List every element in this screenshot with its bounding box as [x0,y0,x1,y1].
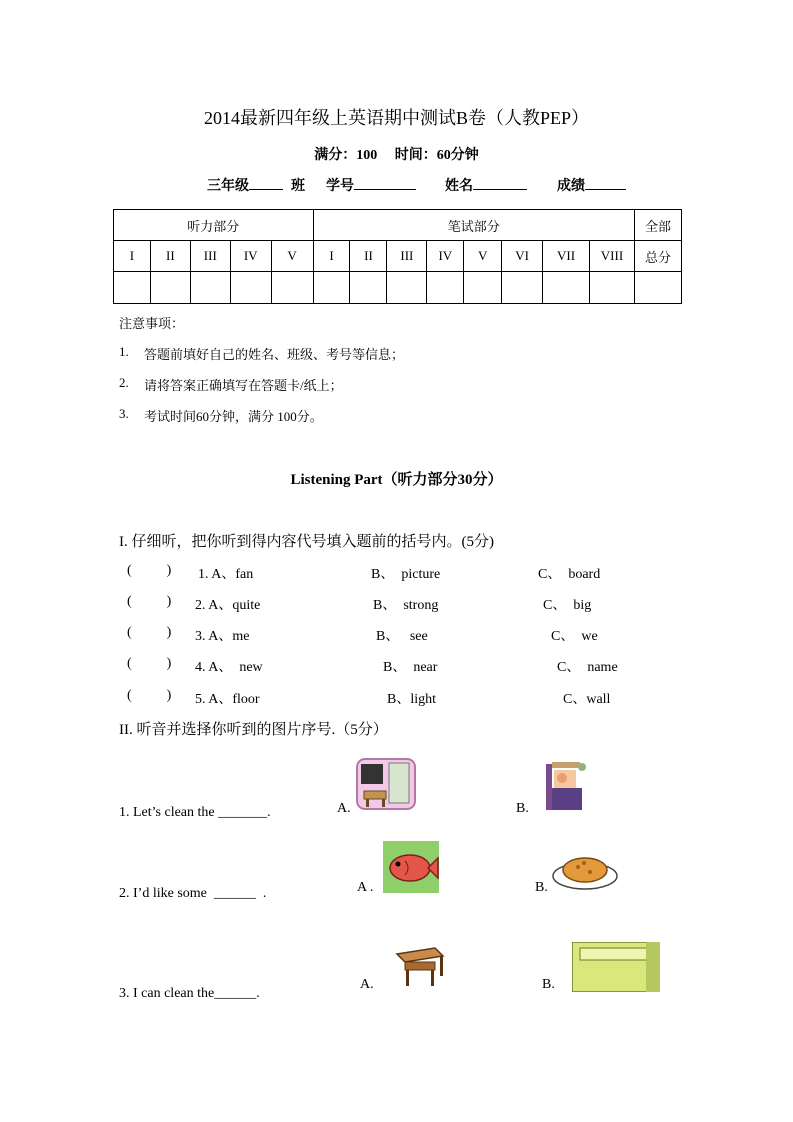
score-table [113,209,682,304]
desk-picture[interactable] [391,944,447,988]
writing-col: I [313,241,350,272]
classroom-picture[interactable] [356,758,416,810]
window-curtain-picture[interactable] [544,758,590,814]
note-text: 考试时间60分钟，满分 100分。 [144,409,323,424]
note-number: 3. [119,406,129,421]
total-col: 总分 [634,241,681,272]
name-label: 姓名 [445,179,473,194]
option-b: B、 see [376,629,428,644]
student-no-field [326,175,416,195]
score-cell[interactable] [502,272,543,304]
listening-group-header: 听力部分 [114,210,314,241]
answer-bracket[interactable]: ( ) [127,563,172,578]
grade-label: 三年级 [207,179,249,194]
name-field [445,175,527,195]
choice-a-label: A . [357,880,374,895]
writing-group-header: 笔试部分 [313,210,634,241]
part2-sentence: 1. Let’s clean the _______. [119,805,271,820]
page-title: 2014最新四年级上英语期中测试B卷（人教PEP） [203,108,590,128]
name-blank[interactable] [473,177,527,190]
option-c: C、 we [551,629,598,644]
score-cell[interactable] [590,272,635,304]
note-text: 请将答案正确填写在答题卡/纸上； [144,378,343,393]
writing-col: II [350,241,387,272]
choice-a-label: A. [360,977,374,992]
option-a: 5. A、floor [195,692,260,707]
choice-b-label: B. [535,880,548,895]
part2-sentence: 2. I’d like some ______ . [119,886,267,901]
part2-heading: II. 听音并选择你听到的图片序号.（5分） [119,722,388,738]
choice-a-label: A. [337,801,351,816]
part2-sentence: 3. I can clean the______. [119,986,260,1001]
score-cell[interactable] [230,272,271,304]
note-number: 1. [119,344,129,359]
option-b: B、 strong [373,598,439,613]
food-plate-picture[interactable] [551,850,619,892]
writing-col: V [464,241,502,272]
note-number: 2. [119,375,129,390]
notes-heading: 注意事项： [119,316,185,331]
part1-heading: I. 仔细听，把你听到得内容代号填入题前的括号内。(5分) [119,534,494,550]
score-cell[interactable] [271,272,313,304]
grade-blank[interactable] [249,177,283,190]
option-c: C、 board [538,567,601,582]
score-cell[interactable] [387,272,427,304]
option-b: B、 near [383,660,438,675]
writing-col: IV [427,241,464,272]
result-field [557,175,626,195]
all-group-header: 全部 [634,210,681,241]
student-no-blank[interactable] [354,177,416,190]
option-b: B、light [387,692,437,707]
option-b: B、 picture [371,567,441,582]
answer-bracket[interactable]: ( ) [127,688,172,703]
grade-field [207,175,283,195]
writing-col: III [387,241,427,272]
student-no-label: 学号 [326,179,354,194]
listening-col: IV [230,241,271,272]
answer-bracket[interactable]: ( ) [127,656,172,671]
listening-col: II [150,241,190,272]
listening-section-title: Listening Part（听力部分30分） [290,472,503,488]
note-text: 答题前填好自己的姓名、班级、考号等信息； [144,347,405,362]
score-cell[interactable] [150,272,190,304]
result-label: 成绩 [557,179,585,194]
score-cell[interactable] [427,272,464,304]
score-cell[interactable] [543,272,590,304]
score-cell[interactable] [313,272,350,304]
score-cell[interactable] [464,272,502,304]
writing-col: VI [502,241,543,272]
option-a: 2. A、quite [195,598,261,613]
score-cell[interactable] [190,272,230,304]
listening-col: I [114,241,151,272]
option-a: 4. A、 new [195,660,263,675]
answer-bracket[interactable]: ( ) [127,594,172,609]
door-picture[interactable] [572,942,660,992]
score-cell[interactable] [114,272,151,304]
score-cell[interactable] [350,272,387,304]
result-blank[interactable] [585,177,626,190]
writing-col: VIII [590,241,635,272]
class-label: 班 [291,179,305,194]
listening-col: III [190,241,230,272]
option-c: C、 big [543,598,592,613]
option-a: 1. A、fan [198,567,254,582]
score-time-line: 满分：100 时间：60分钟 [314,148,479,163]
choice-b-label: B. [516,801,529,816]
writing-col: VII [543,241,590,272]
answer-bracket[interactable]: ( ) [127,625,172,640]
option-c: C、 name [557,660,618,675]
listening-col: V [271,241,313,272]
option-a: 3. A、me [195,629,250,644]
option-c: C、wall [563,692,611,707]
choice-b-label: B. [542,977,555,992]
fish-picture[interactable] [383,841,439,893]
total-cell[interactable] [634,272,681,304]
